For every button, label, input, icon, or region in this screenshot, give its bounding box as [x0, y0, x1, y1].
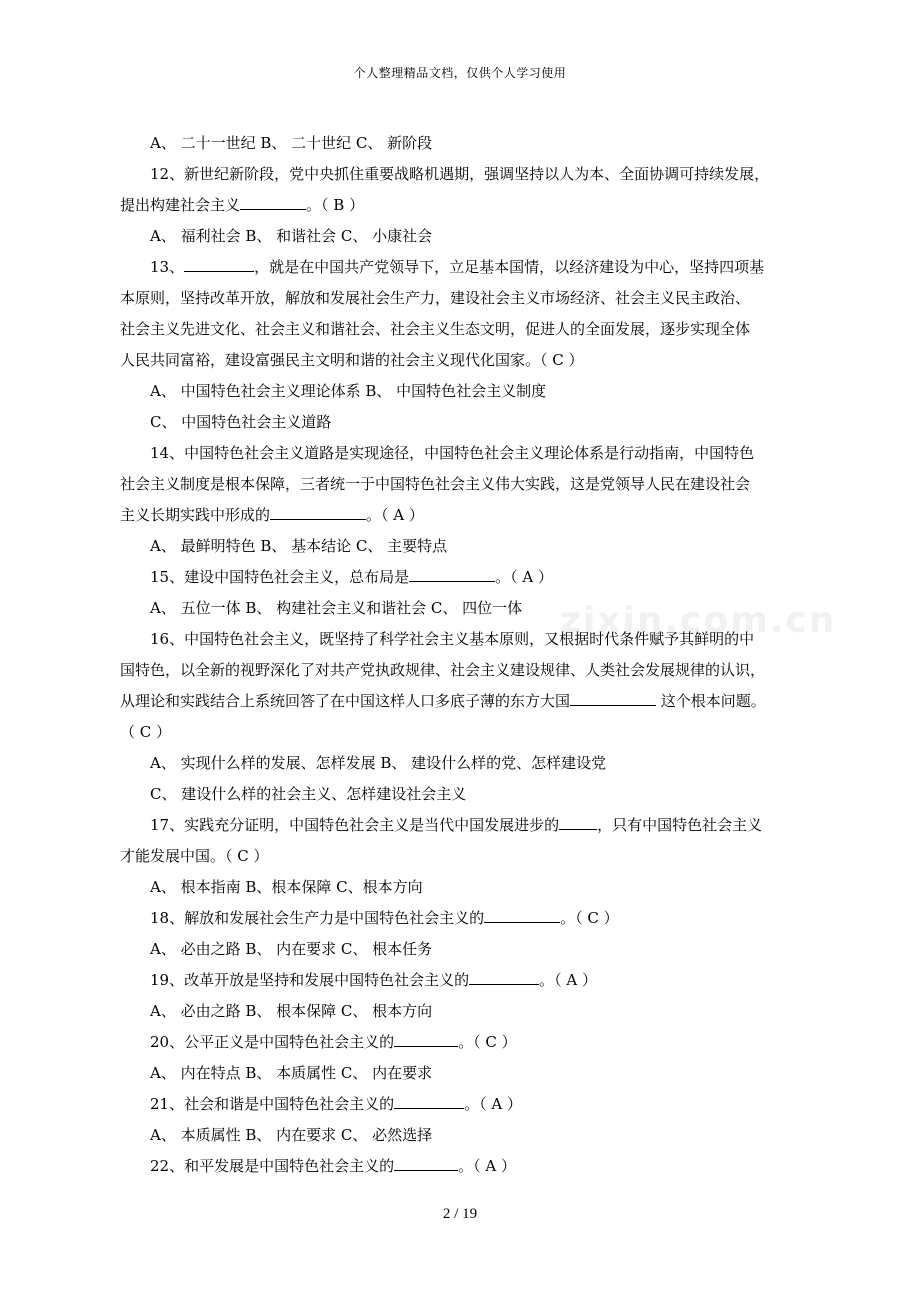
page-header: 个人整理精品文档，仅供个人学习使用 — [353, 66, 567, 80]
question-text: 20、公平正义是中国特色社会主义的 。（ C ） — [120, 1027, 810, 1058]
options-line: C、 中国特色社会主义道路 — [150, 413, 332, 431]
answer-blank — [394, 1091, 464, 1109]
page-number: 2 / 19 — [442, 1206, 478, 1222]
question-text: 15、建设中国特色社会主义，总布局是 。（ A ） — [120, 562, 810, 593]
answer-blank — [394, 1029, 458, 1047]
question-text: 19、改革开放是坚持和发展中国特色社会主义的 。（ A ） — [120, 965, 810, 996]
question-text: 16、中国特色社会主义，既坚持了科学社会主义基本原则，又根据时代条件赋予其鲜明的中 — [150, 630, 755, 648]
answer-blank — [469, 967, 539, 985]
answer-blank — [184, 254, 254, 272]
watermark-text: zixin.com.cn — [560, 600, 837, 641]
question-text: 人民共同富裕，建设富强民主文明和谐的社会主义现代化国家。（ C ） — [120, 351, 584, 369]
answer-blank — [394, 1153, 458, 1171]
answer-blank — [270, 502, 366, 520]
options-line: A、 福利社会 B、 和谐社会 C、 小康社会 — [150, 227, 433, 245]
question-text: 12、新世纪新阶段，党中央抓住重要战略机遇期，强调坚持以人为本、全面协调可持续发展， — [150, 165, 770, 183]
question-text: 从理论和实践结合上系统回答了在中国这样人口多底子薄的东方大国 这个根本问题。 — [120, 686, 810, 717]
options-line: A、 根本指南 B、根本保障 C、根本方向 — [150, 878, 423, 896]
question-text: 21、社会和谐是中国特色社会主义的 。（ A ） — [120, 1089, 810, 1120]
question-text: 提出构建社会主义 。（ B ） — [120, 190, 810, 221]
options-line: A、 本质属性 B、 内在要求 C、 必然选择 — [150, 1126, 433, 1144]
question-text: 13、 ，就是在中国共产党领导下，立足基本国情，以经济建设为中心，坚持四项基 — [120, 252, 810, 283]
question-text: （ C ） — [120, 723, 172, 741]
question-text: 国特色，以全新的视野深化了对共产党执政规律、社会主义建设规律、人类社会发展规律的认识， — [120, 661, 766, 679]
options-line: A、 中国特色社会主义理论体系 B、 中国特色社会主义制度 — [150, 382, 547, 400]
options-line: A、 二十一世纪 B、 二十世纪 C、 新阶段 — [150, 134, 433, 152]
question-text: 14、中国特色社会主义道路是实现途径，中国特色社会主义理论体系是行动指南，中国特色 — [150, 444, 755, 462]
question-text: 社会主义制度是根本保障，三者统一于中国特色社会主义伟大实践，这是党领导人民在建设社会 — [120, 475, 751, 493]
question-text: 才能发展中国。（ C ） — [120, 847, 269, 865]
question-text: 22、和平发展是中国特色社会主义的 。（ A ） — [120, 1151, 810, 1182]
question-text: 主义长期实践中形成的 。（ A ） — [120, 500, 810, 531]
options-line: C、 建设什么样的社会主义、怎样建设社会主义 — [150, 785, 467, 803]
options-line: A、 最鲜明特色 B、 基本结论 C、 主要特点 — [150, 537, 448, 555]
answer-blank — [240, 192, 306, 210]
answer-blank — [559, 812, 597, 830]
options-line: A、 必由之路 B、 根本保障 C、 根本方向 — [150, 1002, 433, 1020]
question-list — [120, 128, 810, 1182]
options-line: A、 内在特点 B、 本质属性 C、 内在要求 — [150, 1064, 433, 1082]
question-text: 社会主义先进文化、社会主义和谐社会、社会主义生态文明，促进人的全面发展，逐步实现全体 — [120, 320, 751, 338]
answer-blank — [570, 688, 656, 706]
options-line: A、 必由之路 B、 内在要求 C、 根本任务 — [150, 940, 433, 958]
question-text: 18、解放和发展社会生产力是中国特色社会主义的 。（ C ） — [120, 903, 810, 934]
question-text: 本原则，坚持改革开放，解放和发展社会生产力，建设社会主义市场经济、社会主义民主政治、 — [120, 289, 751, 307]
options-line: A、 五位一体 B、 构建社会主义和谐社会 C、 四位一体 — [150, 599, 523, 617]
answer-blank — [409, 564, 495, 582]
options-line: A、 实现什么样的发展、怎样发展 B、 建设什么样的党、怎样建设党 — [150, 754, 607, 772]
answer-blank — [484, 905, 560, 923]
question-text: 17、实践充分证明，中国特色社会主义是当代中国发展进步的 ，只有中国特色社会主义 — [120, 810, 810, 841]
